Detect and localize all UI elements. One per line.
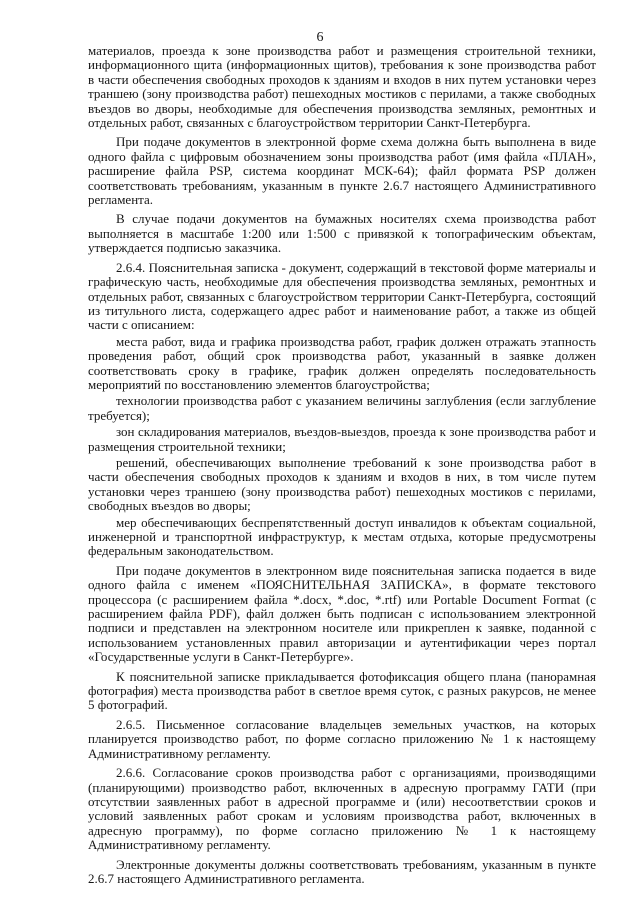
document-body (88, 44, 596, 891)
list-item-technology: технологии производства работ с указанием величины заглубления (если заглубление требуется); (88, 393, 596, 423)
list-item-accessibility: мер обеспечивающих беспрепятственный доступ инвалидов к объектам социальной, инженерной и транспортной инфраструктур, к местам отдыха, которые предусмотрены федеральным законодательством. (88, 514, 596, 559)
paragraph-electronic-docs-requirements: Электронные документы должны соответствовать требованиям, указанным в пункте 2.6.7 настоящего Административного регламента. (88, 856, 596, 886)
list-item-passage-solutions: решений, обеспечивающих выполнение требований к зоне производства работ в части обеспечения свободных проходов к зданиям и входов в них, в том числе путем установки через траншею (зону производства работ) пешеходных мостиков с перилами, свободных въездов во дворы; (88, 454, 596, 514)
paragraph-photo-fixation: К пояснительной записке прикладывается фотофиксация общего плана (панорамная фотография) места производства работ в светлое время суток, с разных ракурсов, не менее 5 фотографий. (88, 668, 596, 713)
paragraph-2-6-5-landowner-approval: 2.6.5. Письменное согласование владельцев земельных участков, на которых планируется производство работ, по форме согласно приложению № 1 к настоящему Административному регламенту. (88, 716, 596, 761)
paragraph-electronic-scheme: При подаче документов в электронной форме схема должна быть выполнена в виде одного файла с цифровым обозначением зоны производства работ (имя файла «ПЛАН», расширение файла PSP, система координат МСК-64); файл формата PSP должен соответствовать требованиям, указанным в пункте 2.6.7 настоящего Административного регламента. (88, 134, 596, 208)
list-item-storage-zones: зон складирования материалов, въездов-выездов, проезда к зоне производства работ и размещения строительной техники; (88, 424, 596, 454)
list-item-work-place-schedule: места работ, вида и графика производства работ, график должен отражать этапность проведения работ, общий срок производства работ, указанный в заявке должен соответствовать сроку в графике, график должен определять последовательность мероприятий по восстановлению элементов благоустройства; (88, 333, 596, 392)
paragraph-paper-scheme: В случае подачи документов на бумажных носителях схема производства работ выполняется в масштабе 1:200 или 1:500 с привязкой к топографическим объектам, утверждается подписью заказчика. (88, 211, 596, 256)
paragraph-2-6-4-explanatory-note: 2.6.4. Пояснительная записка - документ, содержащий в текстовой форме материалы и графическую часть, необходимые для обеспечения производства земляных, ремонтных и отдельных работ, связанных с благоустройством территории Санкт-Петербурга, состоящий из титульного листа, содержащего адрес работ и наименование работ, а также из общей части с описанием: (88, 259, 596, 333)
page-number: 6 (316, 30, 324, 45)
paragraph-2-6-6-schedule-approval: 2.6.6. Согласование сроков производства работ с организациями, производящими (планирующими) производство работ, включенных в адресную программу ГАТИ (при отсутствии заявленных работ в адресной программе и (или) несоответствии сроков и условий заявленных работ срокам и условиям производства работ, включенных в адресную программу), по форме согласно приложению № 1 к настоящему Административному регламенту. (88, 765, 596, 853)
paragraph-zone-requirements: материалов, проезда к зоне производства работ и размещения строительной техники, информационного щита (информационных щитов), требования к зоне производства работ в части обеспечения свободных проходов к зданиям и входов в них путем установки через траншею (зону производства работ) пешеходных мостиков с перилами, а также свободных въездов во дворы, необходимые для обеспечения производства земляных, ремонтных и отдельных работ, связанных с благоустройством территории Санкт-Петербурга. (88, 43, 596, 131)
paragraph-electronic-note-file: При подаче документов в электронном виде пояснительная записка подается в виде одного файла с именем «ПОЯСНИТЕЛЬНАЯ ЗАПИСКА», в формате текстового процессора (с расширением файла *.docx, *.doc, *.rtf) или Portable Document Format (с расширением файла PDF), файл должен быть подписан с использованием электронной подписи и представлен на электронном носителе или прикреплен к заявке, поданной с использованием установленных правил авторизации и аутентификации через портал «Государственные услуги в Санкт-Петербурге». (88, 562, 596, 665)
